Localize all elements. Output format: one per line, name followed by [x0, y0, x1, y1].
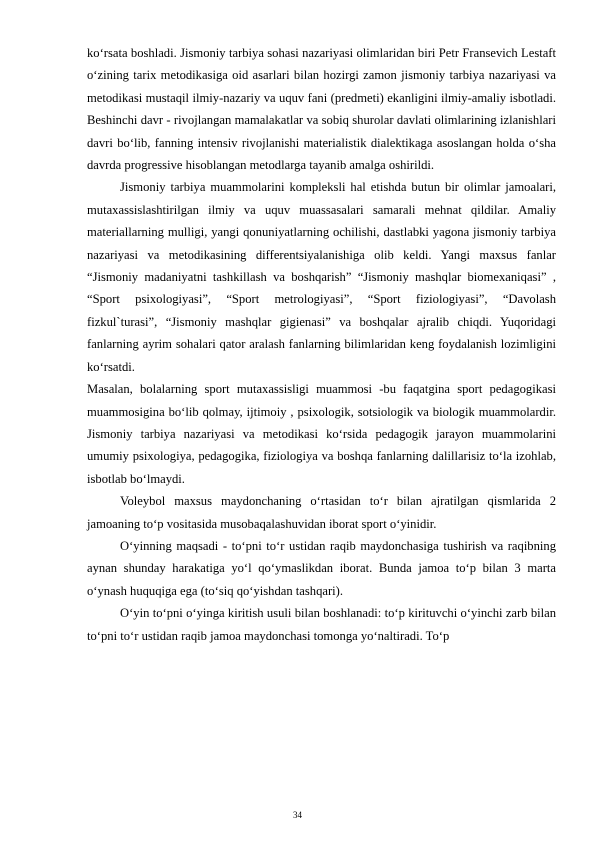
paragraph-serve: O‘yin to‘pni o‘yinga kiritish usuli bilan boshlanadi: to‘p kirituvchi o‘yinchi zarb bilan to‘pni to‘r ustidan raqib jamoa maydonchasi tomonga yo‘naltiradi. To‘p: [87, 606, 556, 643]
paragraph-volleyball-definition: Voleybol maxsus maydonchaning o‘rtasidan to‘r bilan ajratilgan qismlarida 2 jamoaning to‘p vositasida musobaqalashuvidan iborat sport o‘yinidir.: [87, 494, 556, 531]
paragraph-continuation: ko‘rsata boshladi. Jismoniy tarbiya sohasi nazariyasi olimlaridan biri Petr Fransevich Lestaft o‘zining tarix metodikasiga oid asarlari bilan hozirgi zamon jismoniy tarbiya nazariyasi va metodikasi mustaqil ilmiy-nazariy va uquv fani (predmeti) ekanligini ilmiy-amaliy isbotladi. Beshinchi davr - rivojlangan mamalakatlar va sobiq shurolar davlati olimlarining izlanishlari davri bo‘lib, fanning intensiv rivojlanishi materialistik dialektikaga asoslangan holda o‘sha davrda progressive hisoblangan metodlarga tayanib amalga oshirildi.: [87, 46, 556, 173]
document-body: [87, 42, 556, 647]
paragraph-example: Masalan, bolalarning sport mutaxassisligi muammosi -bu faqatgina sport pedagogikasi muammosigina bo‘lib qolmay, ijtimoiy , psixologik, sotsiologik va biologik muammolardir. Jismoniy tarbiya nazariyasi va metodikasi ko‘rsida pedagogik jarayon muammolarini umumiy psixologiya, pedagogika, fiziologiya va boshqa fanlarning dalillarisiz to‘la izohlab, isbotlab bo‘lmaydi.: [87, 382, 556, 486]
page-number: 34: [293, 810, 302, 820]
paragraph-game-goal: O‘yinning maqsadi - to‘pni to‘r ustidan raqib maydonchasiga tushirish va raqibning aynan shunday harakatiga yo‘l qo‘ymaslikdan iborat. Bunda jamoa to‘p bilan 3 marta o‘ynash huquqiga ega (to‘siq qo‘yishdan tashqari).: [87, 538, 556, 598]
paragraph-researchers: Jismoniy tarbiya muammolarini kompleksli hal etishda butun bir olimlar jamoalari, mutaxassislashtirilgan ilmiy va uquv muassasalari samarali mehnat qildilar. Amaliy materiallarning mulligi, yangi qonuniyatlarning ochilishi, dastlabki yagona jismoniy tarbiya nazariyasi va metodikasining differentsiyalanishiga olib keldi. Yangi maxsus fanlar “Jismoniy madaniyatni tashkillash va boshqarish” “Jismoniy mashqlar biomexaniqasi” , “Sport psixologiyasi”, “Sport metrologiyasi”, “Sport fiziologiyasi”, “Davolash fizkul`turasi”, “Jismoniy mashqlar gigienasi” va boshqalar ajralib chiqdi. Yuqoridagi fanlarning ayrim sohalari qator aralash fanlarning bilimlaridan keng foydalanish lozimligini ko‘rsatdi.: [87, 180, 556, 374]
